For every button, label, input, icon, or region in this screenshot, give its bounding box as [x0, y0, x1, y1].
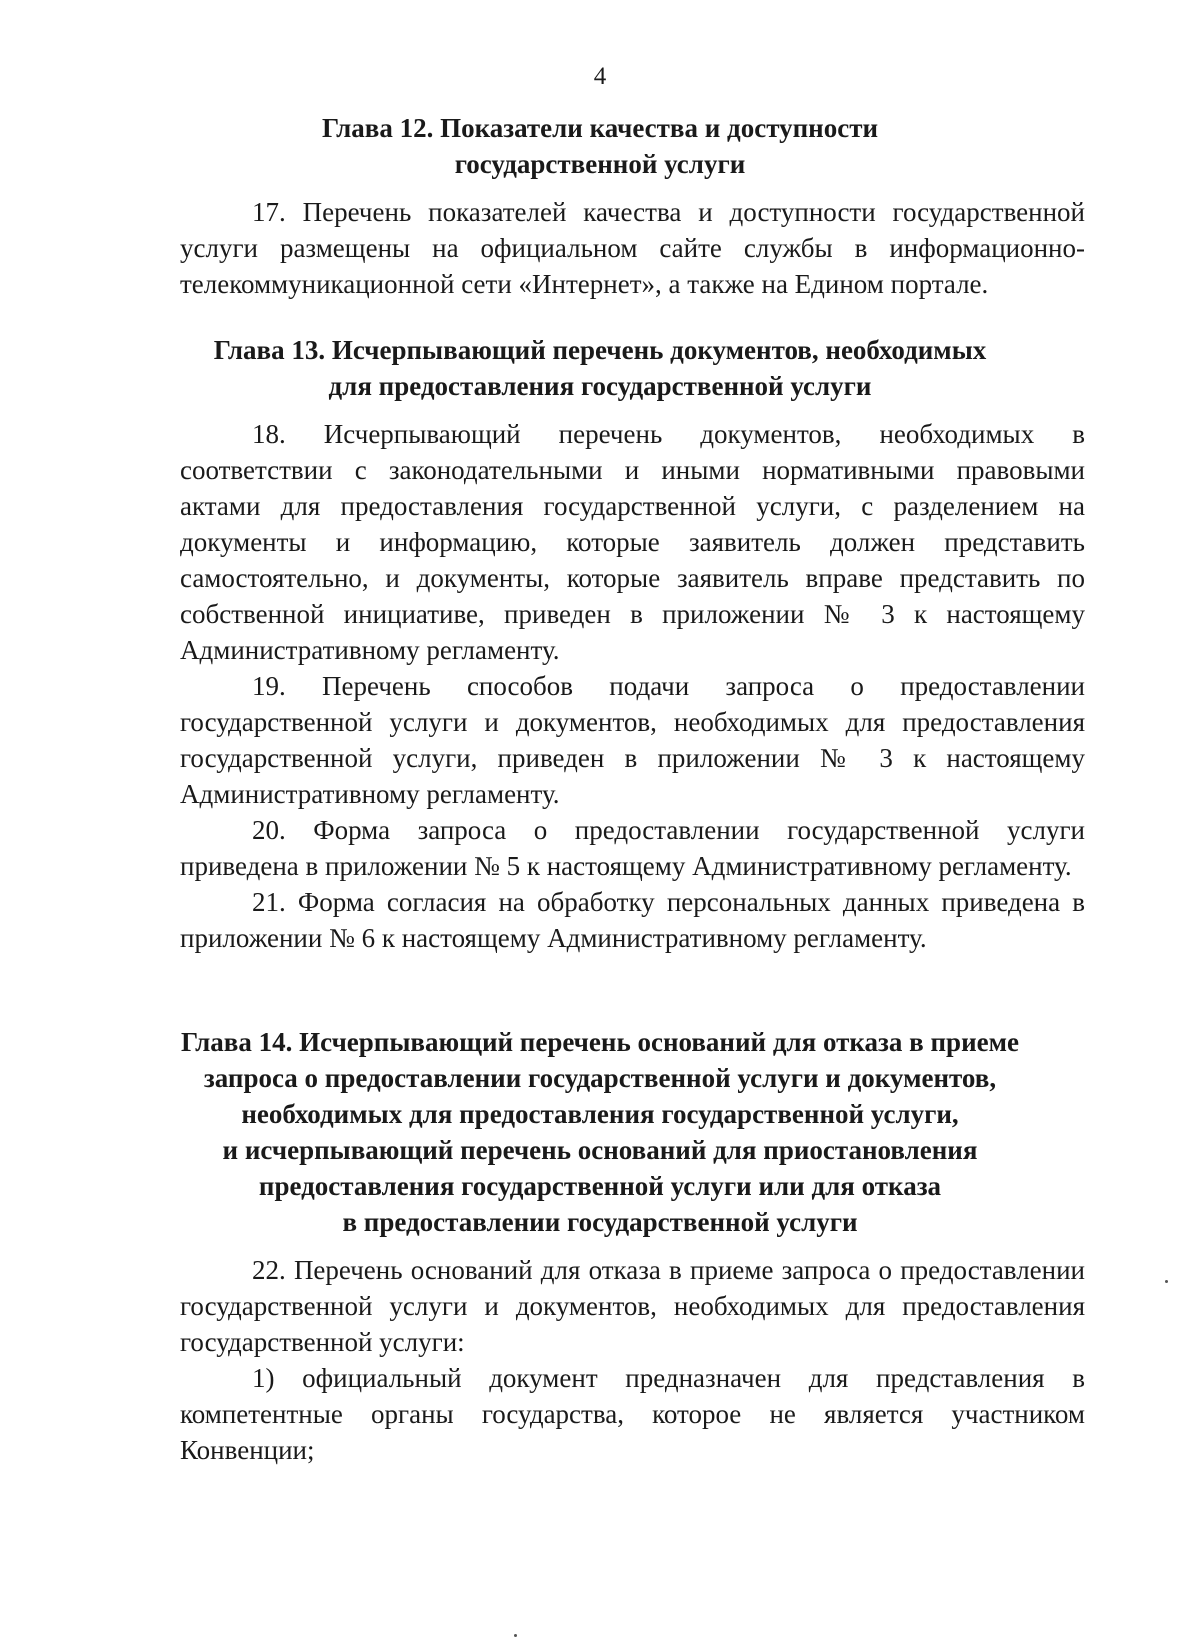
scan-speck [1165, 1280, 1168, 1283]
paragraph-line: государственной услуги и документов, необходимых для предоставления [180, 707, 1085, 737]
paragraph-line: 20. Форма запроса о предоставлении государственной услуги [252, 815, 1085, 845]
heading-line: необходимых для предоставления государственной услуги, [241, 1099, 959, 1129]
paragraph-line: государственной услуги и документов, необходимых для предоставления [180, 1291, 1085, 1321]
paragraph-line: приведена в приложении № 5 к настоящему Административному регламенту. [180, 851, 1072, 881]
paragraph-line: Административному регламенту. [180, 635, 560, 665]
paragraph-line: услуги размещены на официальном сайте службы в информационно- [180, 233, 1085, 263]
heading-line: в предоставлении государственной услуги [342, 1207, 858, 1237]
paragraph-line: Конвенции; [180, 1435, 315, 1465]
paragraph-line: компетентные органы государства, которое не является участником [180, 1399, 1085, 1429]
chapter-heading [0, 332, 1200, 404]
scan-speck [514, 1634, 517, 1637]
heading-line: и исчерпывающий перечень оснований для приостановления [222, 1135, 978, 1165]
paragraph-line: самостоятельно, и документы, которые заявитель вправе представить по [180, 563, 1085, 593]
paragraph-line: 18. Исчерпывающий перечень документов, необходимых в [252, 419, 1085, 449]
heading-line: Глава 14. Исчерпывающий перечень оснований для отказа в приеме [181, 1027, 1019, 1057]
heading-line: государственной услуги [454, 149, 746, 179]
paragraph-line: приложении № 6 к настоящему Административному регламенту. [180, 923, 927, 953]
chapter-heading [0, 1024, 1200, 1240]
paragraph [180, 194, 1085, 302]
paragraph-line: актами для предоставления государственной услуги, с разделением на [180, 491, 1085, 521]
paragraph [180, 416, 1085, 956]
paragraph-line: 17. Перечень показателей качества и доступности государственной [252, 197, 1085, 227]
paragraph-line: государственной услуги, приведен в приложении № 3 к настоящему [180, 743, 1085, 773]
paragraph [180, 1252, 1085, 1468]
paragraph-line: телекоммуникационной сети «Интернет», а также на Едином портале. [180, 269, 989, 299]
paragraph-line: 19. Перечень способов подачи запроса о предоставлении [252, 671, 1085, 701]
paragraph-line: 1) официальный документ предназначен для представления в [252, 1363, 1085, 1393]
chapter-heading [0, 110, 1200, 182]
heading-line: запроса о предоставлении государственной услуги и документов, [203, 1063, 997, 1093]
paragraph-line: государственной услуги: [180, 1327, 465, 1357]
page-number: 4 [593, 63, 607, 90]
heading-line: предоставления государственной услуги или для отказа [258, 1171, 942, 1201]
heading-line: для предоставления государственной услуги [328, 371, 872, 401]
paragraph-line: Административному регламенту. [180, 779, 560, 809]
paragraph-line: 22. Перечень оснований для отказа в приеме запроса о предоставлении [252, 1255, 1085, 1285]
heading-line: Глава 13. Исчерпывающий перечень документов, необходимых [213, 335, 987, 365]
paragraph-line: документы и информацию, которые заявитель должен представить [180, 527, 1085, 557]
paragraph-line: собственной инициативе, приведен в приложении № 3 к настоящему [180, 599, 1085, 629]
paragraph-line: соответствии с законодательными и иными нормативными правовыми [180, 455, 1085, 485]
heading-line: Глава 12. Показатели качества и доступности [321, 113, 879, 143]
paragraph-line: 21. Форма согласия на обработку персональных данных приведена в [252, 887, 1085, 917]
